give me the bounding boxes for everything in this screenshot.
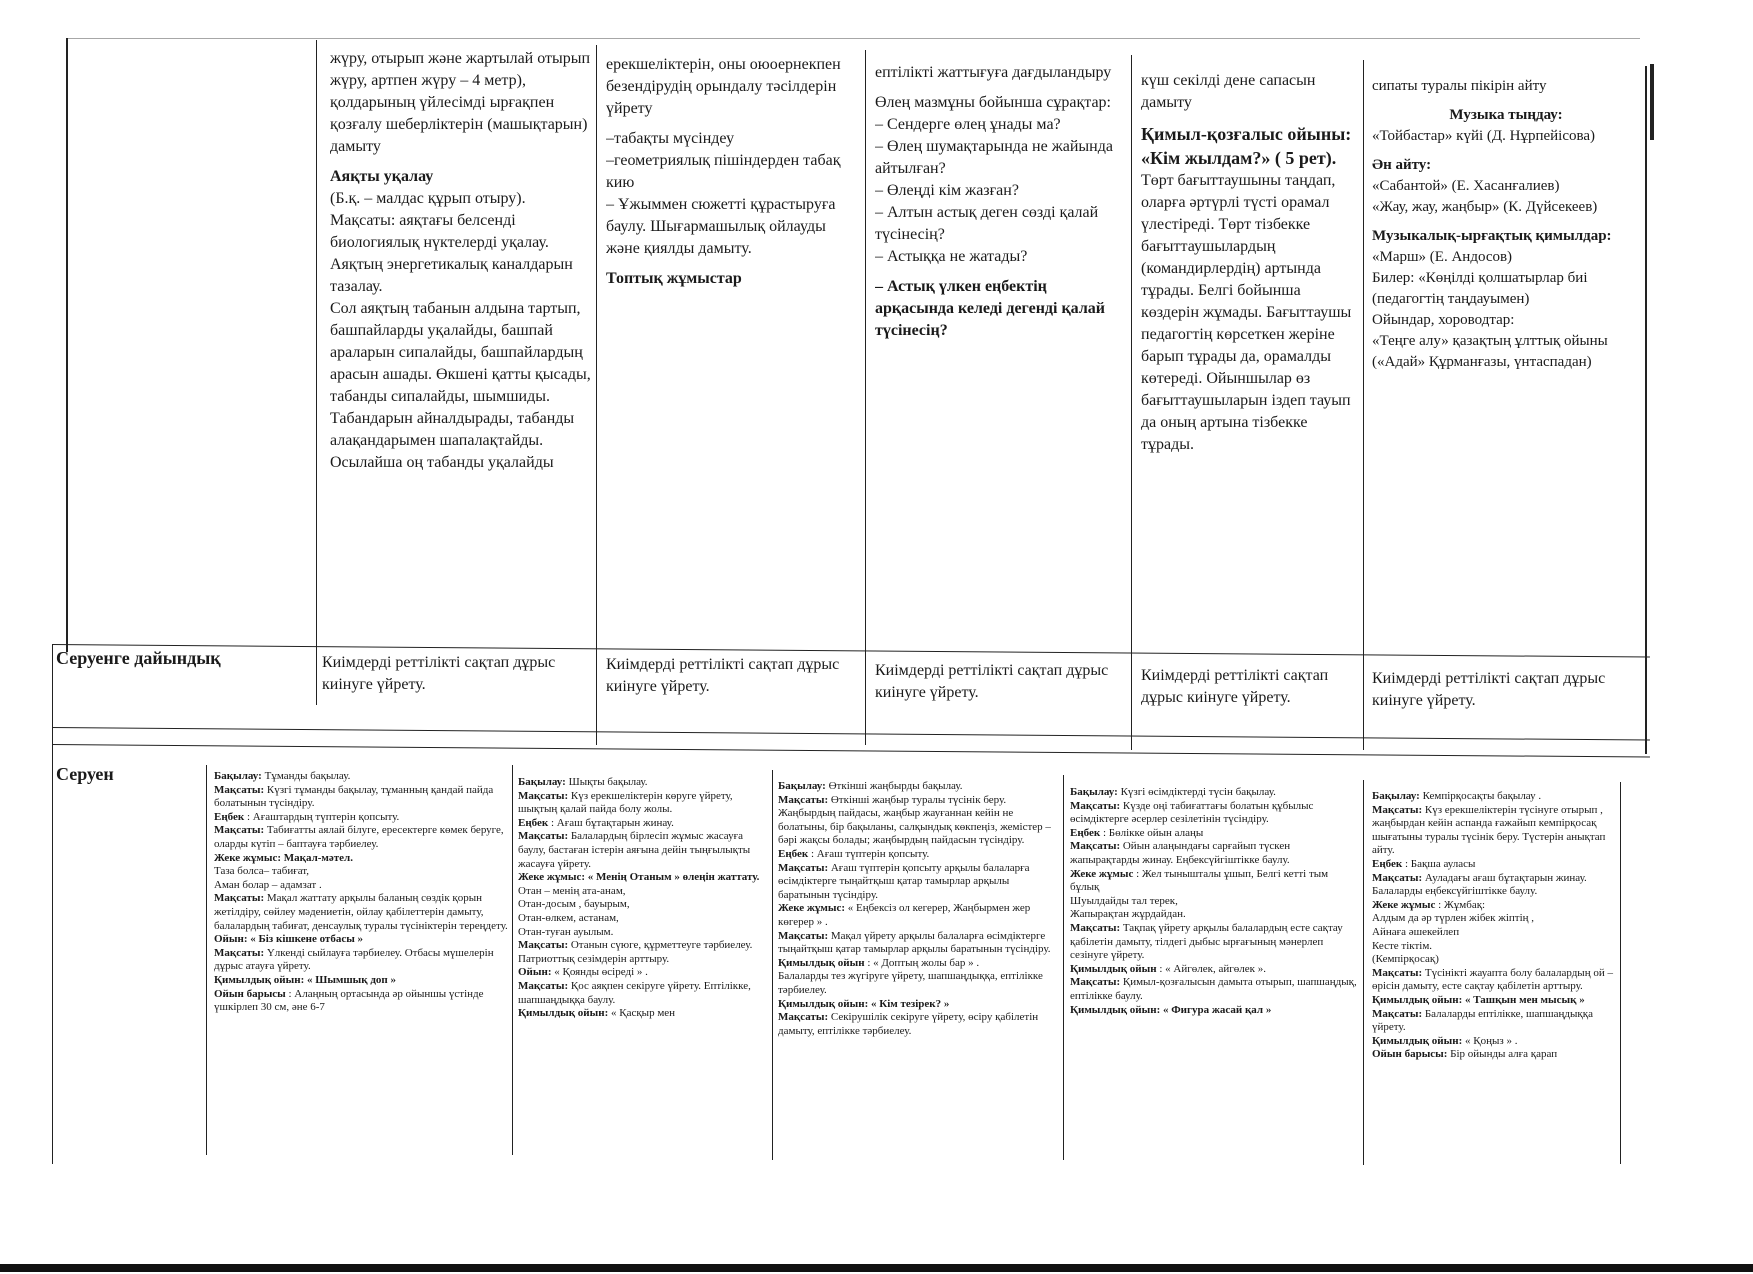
walk-line (214, 852, 508, 866)
walk-left-edge (52, 644, 53, 1164)
walk-line-key: Қимылдық ойын: (1372, 1034, 1463, 1047)
walk-line-value: Отан-туған ауылым. (518, 925, 614, 938)
walk-line-key: Мақсаты: (1070, 976, 1121, 989)
walk-line-value: (Кемпірқосақ) (1372, 953, 1439, 966)
walk-col-divider-4 (1063, 775, 1064, 1160)
walk-line (518, 980, 768, 1007)
bottom-scan-edge (0, 1264, 1753, 1272)
walk-line-key: Бақылау: (518, 776, 566, 788)
walk-line (778, 1011, 1060, 1038)
walk-line (518, 830, 768, 871)
frame-right-edge (1645, 66, 1647, 754)
top-col-1 (330, 48, 592, 608)
walk-line (1372, 872, 1620, 899)
walk-line (1372, 804, 1620, 858)
walk-line-value: Отанын сүюге, құрметтеуге тәрбиелеу. Патриоттық сезімдерін арттыру. (518, 939, 753, 965)
walk-line (1070, 895, 1360, 909)
walk-line-key: Мақсаты: (518, 939, 569, 952)
prep-cell-4: Киімдерді реттілікті сақтап дұрыс киінуге үйрету. (1141, 667, 1329, 706)
walk-line (518, 885, 768, 899)
walk-line-value: Күзгі өсімдіктерді түсін бақылау. (1117, 786, 1276, 798)
prep-row-label: Серуенге дайындық (56, 648, 221, 668)
walk-line (1372, 926, 1620, 940)
walk-row-top-line (52, 744, 1650, 758)
walk-line-key: Мақсаты: (214, 946, 265, 959)
walk-line-value: Отан-досым , бауырым, (518, 898, 630, 911)
top-col3-paragraph: – Өлең шумақтарында не жайында айтылған? (875, 138, 1113, 177)
walk-line-value: Мақал үйрету арқылы балаларға өсімдіктерге тыңайтқыш қатар тамырлар арқылы баратынын түсіндіру. (778, 929, 1051, 956)
walk-line-key: Қимылдық ойын (1070, 962, 1157, 975)
walk-line-value: Өткінші жаңбырды бақылау. (825, 780, 963, 792)
walk-line-value: « Еңбексіз ол кегерер, Жаңбырмен жер көгерер » . (778, 902, 1031, 928)
walk-line (214, 770, 508, 784)
walk-line-key: Еңбек (518, 816, 549, 829)
walk-line-key: Ойын: « Біз кішкене отбасы » (214, 933, 364, 946)
walk-line (214, 947, 508, 974)
walk-line-key: Мақсаты: (1372, 1007, 1423, 1020)
walk-line-value: Алдым да әр түрлен жібек жіптің , (1372, 912, 1535, 925)
top-col5-paragraph: Музыка тыңдау: (1449, 107, 1563, 123)
top-col3-paragraph: – Астық үлкен еңбектің арқасында келеді дегенді қалай түсінесің? (875, 278, 1106, 339)
walk-line (1372, 953, 1620, 967)
walk-line (778, 794, 1060, 848)
top-col5-paragraph: Музыкалық-ырғақтық қимылдар: (1372, 228, 1612, 244)
walk-line (1070, 827, 1360, 841)
walk-line-value: : Жел тынышталы ұшып, Белгі кетті тым бұлық (1070, 867, 1329, 894)
walk-line (778, 970, 1060, 997)
top-col4-paragraph: Қимыл-қозғалыс ойыны: «Кім жылдам?» ( 5 рет). (1141, 124, 1352, 168)
top-col2-paragraph: Топтық жұмыстар (606, 270, 742, 287)
walk-line (518, 1007, 768, 1021)
walk-line-value: Отан – менің ата-анам, (518, 884, 626, 897)
top-col5-paragraph: «Сабантой» (Е. Хасанғалиев) (1372, 178, 1560, 194)
walk-line-value: Жапырақтан жұрдайдан. (1070, 908, 1186, 921)
walk-line-key: Бақылау: (1372, 790, 1420, 802)
walk-line-value: Мақал жаттату арқылы баланың сөздік қорын жетілдіру, сөйлеу мәдениетін, ойлау қабілеттерін дамыту, балалардың табиғат, денсаулық туралы түсініктерін тереңдету. (214, 892, 508, 932)
walk-line-value: : Бақша ауласы (1402, 857, 1476, 870)
prep-row-bottom-line (52, 727, 1650, 741)
walk-line-value: Балаларды ептілікке, шапшаңдыққа үйрету. (1372, 1007, 1593, 1034)
walk-line-value: Отан-өлкем, астанам, (518, 911, 619, 924)
top-col-3 (875, 62, 1127, 622)
top-col3-paragraph: – Алтын астық деген сөзді қалай түсінесің? (875, 204, 1099, 243)
top-col3-paragraph: Өлең мазмұны бойынша сұрақтар: (875, 94, 1111, 111)
walk-cell-4 (1070, 786, 1360, 1164)
walk-line-key: Жеке жұмыс: « Менің Отаным » өлеңін жаттату. (518, 871, 760, 884)
walk-line (1372, 1035, 1620, 1049)
walk-line-value: Шықты бақылау. (565, 776, 648, 788)
top-col2-paragraph: – Ұжыммен сюжетті құрастыруға баулу. Шығармашылық ойлауды және қиялды дамыту. (606, 196, 836, 257)
walk-line (778, 998, 1060, 1012)
walk-line-value: Ойын алаңындағы сарғайып түскен жапырақтарды жинау. Еңбексүйгіштікке баулу. (1070, 840, 1291, 866)
col-divider-3 (865, 50, 866, 745)
walk-line-key: Еңбек (1070, 826, 1101, 839)
walk-line-value: Тұманды бақылау. (261, 770, 351, 782)
walk-line-value: « Қасқыр мен (608, 1007, 676, 1020)
walk-line-key: Мақсаты: (778, 1011, 829, 1024)
prep-cell-1: Киімдерді реттілікті сақтап дұрыс киінуге үйрету. (322, 654, 556, 693)
walk-line-key: Жеке жұмыс (1372, 898, 1436, 911)
walk-line-key: Бақылау: (1070, 786, 1118, 798)
walk-line-value: Қос аяқпен секіруге үйрету. Ептілікке, шапшаңдыққа баулу. (518, 979, 751, 1006)
top-col1-paragraph: жүру, отырып және жартылай отырып жүру, артпен жүру – 4 метр), қолдарының үйлесімді ырғақпен қозғалу шеберліктерін (машықтарын) дамыту (330, 50, 591, 155)
walk-cell-5 (1372, 790, 1620, 1168)
walk-line (1372, 858, 1620, 872)
top-col3-paragraph: – Өлеңді кім жазған? (875, 182, 1019, 199)
walk-line (778, 862, 1060, 903)
walk-line (518, 898, 768, 912)
top-col4-paragraph: Төрт бағыттаушыны таңдап, оларға әртүрлі түсті орамал үлестіреді. Төрт тізбекке бағыттаушылардың (командирлердің) артында тұрады. Белгі бойынша көздерін жұмады. Бағыттаушы педагогтің көрсеткен жеріне барып тұрады да, орамалды көтереді. Ойыншылар өз бағыттаушыларын іздеп тауып да оның артына тізбекке тұрады. (1141, 172, 1352, 453)
walk-line-key: Мақсаты: (778, 793, 829, 806)
walk-line (518, 939, 768, 966)
walk-line-key: Жеке жұмыс: Мақал-мәтел. (214, 851, 353, 864)
walk-line (1070, 963, 1360, 977)
walk-line-key: Мақсаты: (778, 929, 829, 942)
walk-line-value: : Алаңның ортасында әр ойыншы үстінде үшкірлеп 30 см, әне 6-7 (214, 987, 484, 1014)
walk-line-value: Өткінші жаңбыр туралы түсінік беру. Жаңбырдың пайдасы, жаңбыр жауғаннан кейін не болатыны, бір бақыланы, салқындық көкпеңіз, жемістер – бәрі жақсы болады; жаңбырдың пайдасын түсіндіру. (778, 793, 1051, 847)
walk-line-value: Аман болар – адамзат . (214, 878, 322, 891)
walk-line (518, 926, 768, 940)
frame-top-left-edge (66, 38, 68, 652)
walk-line-key: Ойын барысы: (1372, 1048, 1448, 1061)
walk-line-value: Күзде оңі табиғаттағы болатын құбылыс өсімдіктерге әсерлер сезілетінін түсіндіру. (1070, 799, 1314, 826)
col-divider-4 (1131, 55, 1132, 750)
top-col5-paragraph: Билер: «Көңілді қолшатырлар биі (педагогтің таңдауымен) (1372, 270, 1588, 307)
walk-line-key: Мақсаты: (518, 789, 569, 802)
walk-line-key: Қимылдық ойын: « Кім тезірек? » (778, 997, 950, 1010)
top-col5-paragraph: «Марш» (Е. Андосов) (1372, 249, 1513, 265)
top-col5-paragraph: Ән айту: (1372, 157, 1432, 173)
walk-line-value: « Қоянды өсіреді » . (551, 966, 648, 979)
walk-line-value: Ағаш түптерін қопсыту арқылы балаларға өсімдіктерге тыңайтқыш қатар тамырлар арқылы баратынын түсіндіру. (778, 861, 1030, 901)
top-col2-paragraph: –табақты мүсіндеу (606, 130, 735, 147)
top-col5-paragraph: сипаты туралы пікірін айту (1372, 78, 1547, 94)
top-col5-paragraph: Ойындар, хороводтар: (1372, 312, 1515, 328)
walk-line-key: Жеке жұмыс: (778, 902, 845, 915)
walk-line-value: Кесте тіктім. (1372, 939, 1433, 952)
walk-row-label: Серуен (56, 764, 114, 784)
walk-line-key: Еңбек (214, 810, 245, 823)
walk-line-value: : Ағаш бұтақтарын жинау. (548, 816, 674, 829)
walk-line-value: Шуылдайды тал терек, (1070, 894, 1178, 907)
walk-line (778, 930, 1060, 957)
walk-line-value: : « Доптың жолы бар » . (864, 956, 980, 969)
walk-line (214, 974, 508, 988)
walk-line (1372, 1048, 1620, 1062)
walk-line-value: Күз ерекшеліктерін көруге үйрету, шықтың қалай пайда болу жолы. (518, 789, 733, 816)
col-divider-1 (316, 40, 317, 705)
top-col-5 (1372, 76, 1640, 636)
walk-line (518, 817, 768, 831)
walk-col-divider-1 (206, 765, 207, 1155)
walk-line-value: Үлкенді сыйлауға тәрбиелеу. Отбасы мүшелерін дұрыс атауға үйрету. (214, 946, 494, 973)
walk-line (1070, 786, 1360, 800)
col-divider-5 (1363, 60, 1364, 750)
top-col2-paragraph: –геометриялық пішіндерден табақ кию (606, 152, 841, 191)
walk-line-key: Еңбек (778, 847, 809, 860)
walk-line-key: Мақсаты: (1070, 921, 1121, 934)
walk-line-value: Түсінікті жауапта болу балалардың ой – өрісін дамыту, есте сақтау қабілетін арттыру. (1372, 966, 1613, 993)
walk-line (778, 848, 1060, 862)
walk-line-key: Мақсаты: (214, 824, 265, 837)
walk-line-key: Мақсаты: (518, 830, 569, 843)
walk-line (1070, 908, 1360, 922)
walk-line-key: Еңбек (1372, 857, 1403, 870)
walk-col-divider-2 (512, 765, 513, 1155)
walk-line-value: Балалардың бірлесіп жұмыс жасауға баулу, бастаған істерін аяғына дейін тыңғылықты жасауға үйрету. (518, 830, 751, 870)
walk-line-key: Мақсаты: (214, 783, 265, 796)
walk-col-divider-3 (772, 770, 773, 1160)
walk-cell-2 (518, 776, 768, 1162)
walk-line-key: Қимылдық ойын (778, 956, 865, 969)
walk-line (1372, 994, 1620, 1008)
walk-line-key: Ойын: (518, 966, 552, 979)
prep-cell-2: Киімдерді реттілікті сақтап дұрыс киінуге үйрету. (606, 656, 840, 695)
walk-cell-3 (778, 780, 1060, 1160)
walk-line-value: Қимыл-қозғалысын дамыта отырып, шапшаңдық, ептілікке баулу. (1070, 976, 1357, 1002)
walk-line-value: Секірушілік секіруге үйрету, өсіру қабілетін дамыту, ептілікке тәрбиелеу. (778, 1011, 1039, 1037)
top-col4-paragraph: күш секілді дене сапасын дамыту (1141, 72, 1316, 111)
walk-line-key: Қимылдық ойын: (518, 1007, 609, 1020)
walk-line-value: Кемпірқосақты бақылау . (1419, 790, 1542, 802)
top-col5-paragraph: «Тойбастар» күйі (Д. Нұрпейісова) (1372, 128, 1596, 144)
walk-line-value: Күз ерекшеліктерін түсінуге отырып , жаңбырдан кейін аспанда ғажайып кемпірқосақ шығатыны туралы түсінік беру. Түстерін анықтап айту. (1372, 803, 1606, 857)
walk-line (214, 865, 508, 879)
walk-line-value: : Бөлікке ойын алаңы (1100, 826, 1204, 839)
walk-line-key: Қимылдық ойын: « Фигура жасай қал » (1070, 1003, 1272, 1016)
walk-line-value: Балаларды тез жүгіруге үйрету, шапшаңдыққа, ептілікке тәрбиелеу. (778, 970, 1043, 996)
walk-line (518, 871, 768, 885)
top-col3-paragraph: – Сендерге өлең ұнады ма? (875, 116, 1061, 133)
walk-line-key: Мақсаты: (1372, 966, 1423, 979)
walk-line (778, 780, 1060, 794)
walk-line-value: Тақпақ үйрету арқылы балалардың есте сақтау қабілетін дамыту, тілдегі дыбыс ырғағының мәнерлеп сезінуге үйрету. (1070, 921, 1343, 962)
walk-line (1372, 912, 1620, 926)
walk-line (214, 824, 508, 851)
walk-line (1372, 1008, 1620, 1035)
col-divider-2 (596, 45, 597, 745)
walk-right-edge (1620, 782, 1621, 1164)
walk-line-value: : Ағаштардың түптерін қопсыту. (244, 810, 400, 823)
walk-line (214, 879, 508, 893)
walk-line (1070, 800, 1360, 827)
walk-line (1372, 899, 1620, 913)
walk-line-key: Бақылау: (214, 770, 262, 782)
walk-line (778, 902, 1060, 929)
walk-line (214, 811, 508, 825)
top-col5-paragraph: «Теңге алу» қазақтың ұлттық ойыны («Адай» Құрманғазы, үнтаспадан) (1372, 333, 1608, 370)
walk-line (214, 784, 508, 811)
walk-line-key: Мақсаты: (778, 861, 829, 874)
walk-line-value: Бір ойынды алға қарап (1447, 1048, 1558, 1061)
walk-line-key: Мақсаты: (1070, 840, 1121, 853)
walk-line-key: Мақсаты: (1372, 871, 1423, 884)
walk-line (1372, 790, 1620, 804)
walk-line (214, 892, 508, 933)
top-col1-paragraph: Аяқты уқалау (330, 168, 434, 185)
walk-line (1070, 922, 1360, 963)
walk-col-divider-5 (1363, 780, 1364, 1165)
top-col3-paragraph: ептілікті жаттығуға дағдыландыру (875, 64, 1112, 81)
walk-line (1372, 967, 1620, 994)
walk-line-value: « Қоңыз » . (1462, 1034, 1518, 1047)
walk-line-key: Мақсаты: (214, 892, 265, 905)
walk-line-key: Мақсаты: (518, 979, 569, 992)
walk-line (1070, 1004, 1360, 1018)
walk-line-value: : « Айгөлек, айгөлек ». (1156, 962, 1266, 975)
top-col1-paragraph: (Б.қ. – малдас құрып отыру). Мақсаты: аяқтағы белсенді биологиялық нүктелерді уқалау. Аяқтың энергетикалық каналдарын тазалау. (330, 190, 573, 295)
walk-line-key: Мақсаты: (1372, 803, 1423, 816)
walk-line-key: Бақылау: (778, 780, 826, 792)
top-col1-paragraph: Сол аяқтың табанын алдына тартып, башпайларды уқалайды, башпай араларын сипалайды, башпайлардың арасын ашады. Өкшені қатты қысады, табанды сипалайды, шымшиды. Табандарын айналдырады, табанды алақандарымен шапалақтайды. Осылайша оң табанды уқалайды (330, 300, 591, 471)
walk-line-key: Мақсаты: (1070, 799, 1121, 812)
walk-line (214, 988, 508, 1015)
frame-top-line (66, 38, 1640, 39)
walk-line-value: Айнаға әшекейлеп (1372, 925, 1460, 938)
top-col3-paragraph: – Астыққа не жатады? (875, 248, 1028, 265)
top-col5-paragraph: «Жау, жау, жаңбыр» (К. Дүйсекеев) (1372, 199, 1598, 215)
walk-line-value: Таза болса– табиғат, (214, 865, 310, 878)
walk-line (518, 790, 768, 817)
top-col-4 (1141, 70, 1359, 630)
walk-line (1372, 940, 1620, 954)
walk-line (518, 776, 768, 790)
walk-line-key: Қимылдық ойын: « Шымшық доп » (214, 973, 397, 986)
walk-line-value: : Жұмбақ: (1435, 898, 1486, 911)
walk-line-key: Жеке жұмыс (1070, 867, 1134, 880)
walk-line (1070, 868, 1360, 895)
walk-line-value: Күзгі тұманды бақылау, тұманның қандай пайда болатынын түсіндіру. (214, 783, 494, 810)
prep-cell-3: Киімдерді реттілікті сақтап дұрыс киінуге үйрету. (875, 662, 1109, 701)
top-col2-paragraph: ерекшеліктерін, оны оюоернекпен безендірудің орындалу тәсілдерін үйрету (606, 56, 841, 117)
prep-cell-5: Киімдерді реттілікті сақтап дұрыс киінуге үйрету. (1372, 670, 1606, 709)
right-scroll-mark (1650, 64, 1654, 140)
walk-line-key: Қимылдық ойын: « Ташқын мен мысық » (1372, 993, 1585, 1006)
walk-line (1070, 976, 1360, 1003)
walk-line (1070, 840, 1360, 867)
walk-line-value: : Ағаш түптерін қопсыту. (808, 847, 930, 860)
walk-line (214, 933, 508, 947)
walk-line-value: Табиғатты аялай білуге, ересектерге көмек беруге, оларды күтіп – баптауға тәрбиелеу. (214, 824, 504, 850)
walk-line-value: Ауладағы ағаш бұтақтарын жинау. Балаларды еңбексүйгіштікке баулу. (1372, 871, 1587, 898)
walk-line-key: Ойын барысы (214, 987, 286, 1000)
walk-line (518, 966, 768, 980)
walk-line (518, 912, 768, 926)
walk-line (778, 957, 1060, 971)
walk-cell-1 (214, 770, 508, 1162)
top-col-2 (606, 54, 861, 614)
